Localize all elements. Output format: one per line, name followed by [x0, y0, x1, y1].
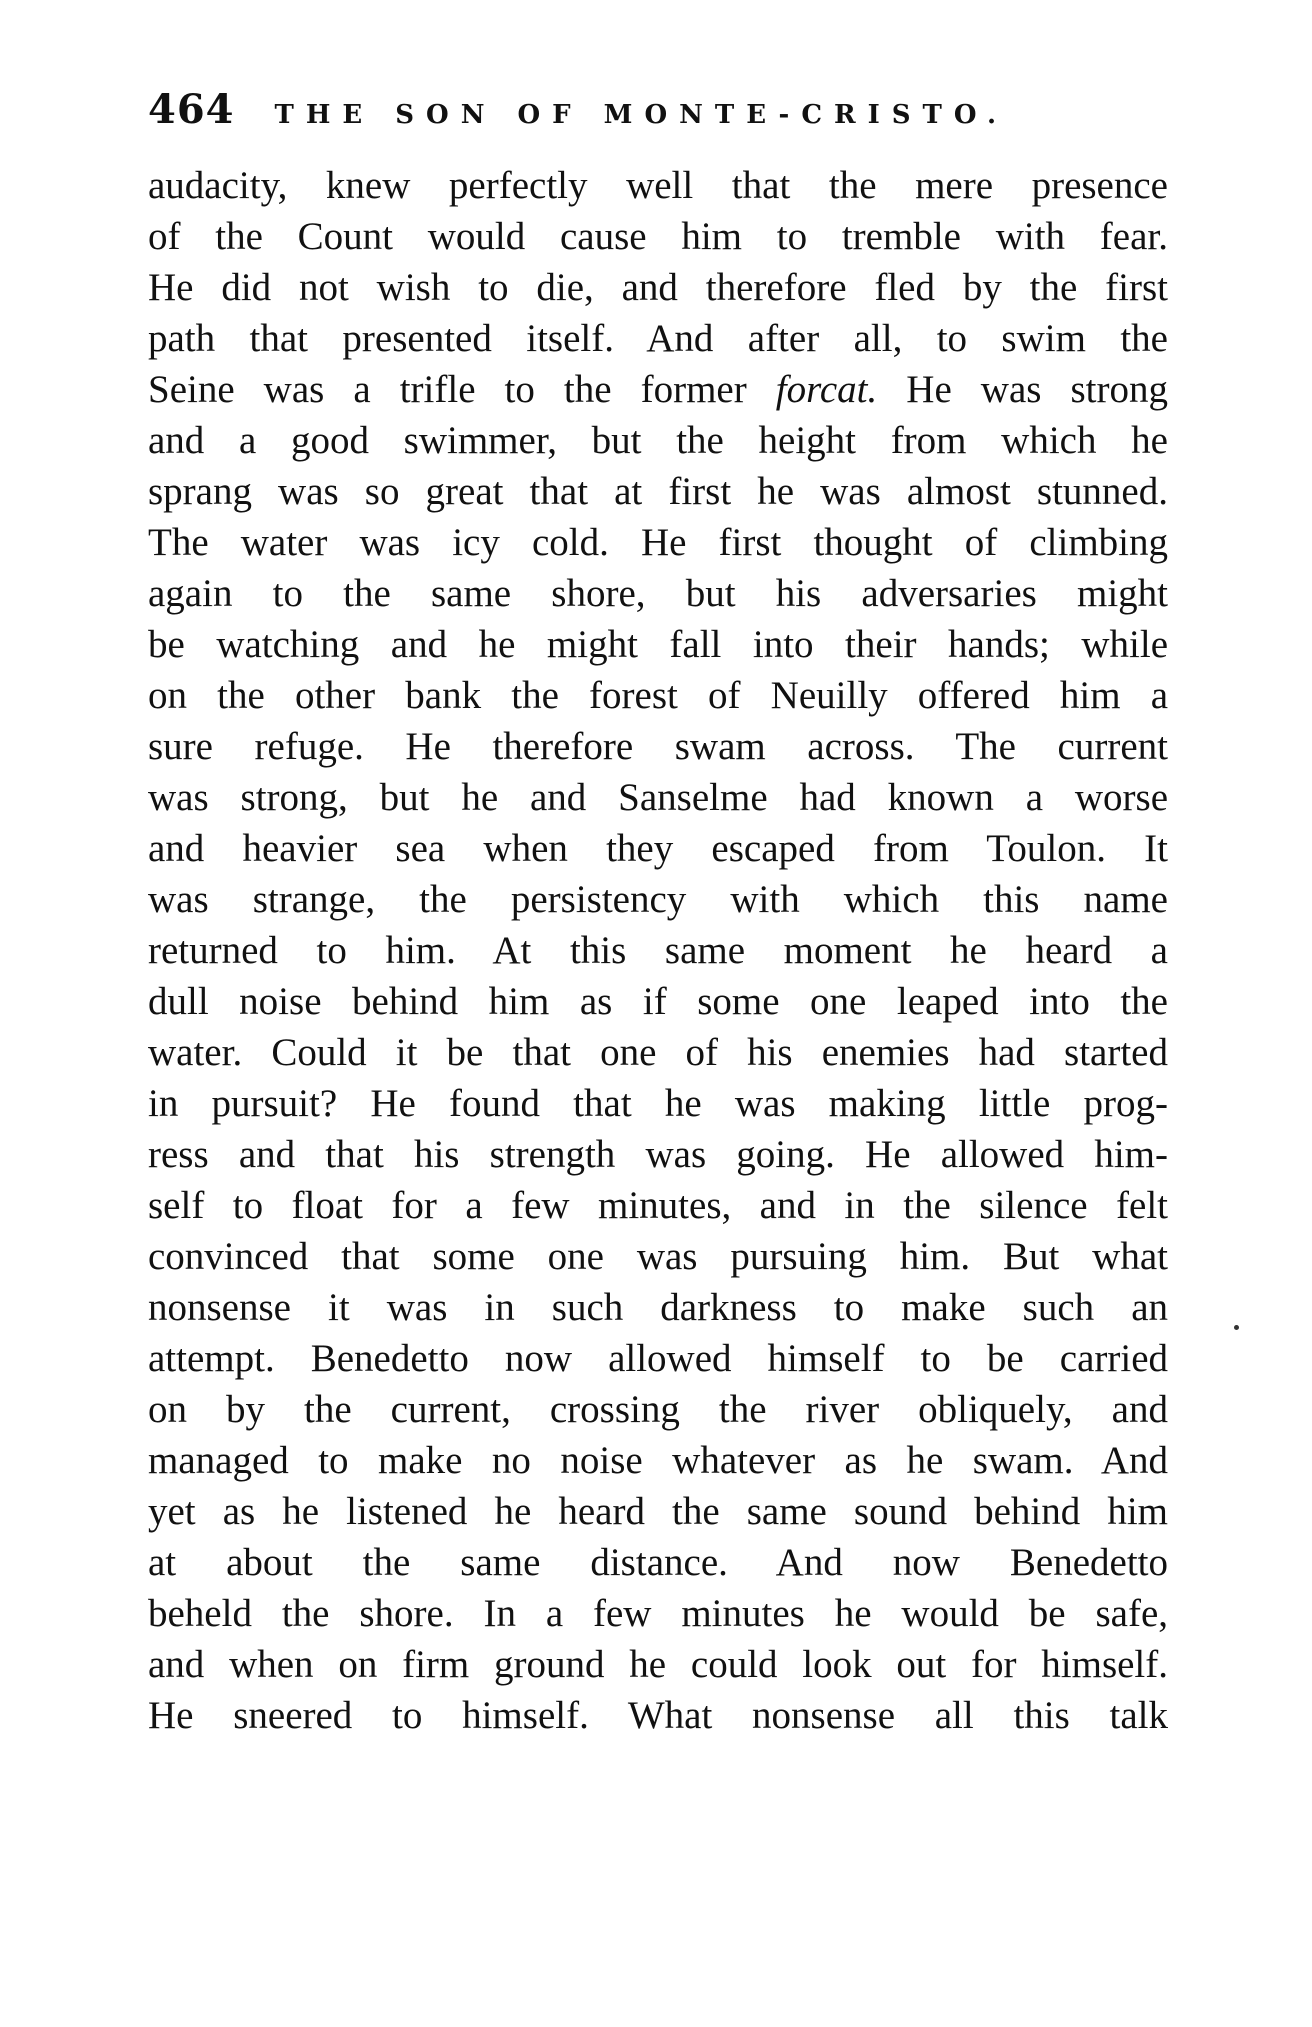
running-head: THE SON OF MONTE-CRISTO. [274, 100, 1009, 130]
text-line: managed to make no noise whatever as he swam. And [148, 1439, 1168, 1482]
italic-word: forcat. [775, 368, 878, 411]
text-line: water. Could it be that one of his enemies had started [148, 1031, 1168, 1074]
text-line: sprang was so great that at first he was almost stunned. [148, 470, 1168, 513]
text-line [148, 364, 1168, 415]
text-line: on by the current, crossing the river obliquely, and [148, 1388, 1168, 1431]
text-line: and a good swimmer, but the height from which he [148, 419, 1168, 462]
text-line: ress and that his strength was going. He allowed him- [148, 1133, 1168, 1176]
text-line: attempt. Benedetto now allowed himself to be carried [148, 1337, 1168, 1380]
text-line-segment: He was strong [877, 368, 1168, 411]
text-line: and heavier sea when they escaped from Toulon. It [148, 827, 1168, 870]
text-line: audacity, knew perfectly well that the mere presence [148, 164, 1168, 207]
text-line: path that presented itself. And after all, to swim the [148, 317, 1168, 360]
page-number: 464 [148, 86, 235, 133]
text-line: returned to him. At this same moment he heard a [148, 929, 1168, 972]
text-line: The water was icy cold. He first thought of climbing [148, 521, 1168, 564]
page-header [148, 86, 1168, 146]
text-line: nonsense it was in such darkness to make such an [148, 1286, 1168, 1329]
text-line: He did not wish to die, and therefore fled by the first [148, 266, 1168, 309]
text-line: beheld the shore. In a few minutes he would be safe, [148, 1592, 1168, 1635]
text-line: convinced that some one was pursuing him. But what [148, 1235, 1168, 1278]
text-line: He sneered to himself. What nonsense all this talk [148, 1694, 1168, 1737]
text-line: be watching and he might fall into their hands; while [148, 623, 1168, 666]
text-line: in pursuit? He found that he was making little prog- [148, 1082, 1168, 1125]
text-line: of the Count would cause him to tremble with fear. [148, 215, 1168, 258]
stray-ink-mark [1234, 1325, 1239, 1330]
text-line: on the other bank the forest of Neuilly offered him a [148, 674, 1168, 717]
text-line: dull noise behind him as if some one leaped into the [148, 980, 1168, 1023]
text-line: yet as he listened he heard the same sound behind him [148, 1490, 1168, 1533]
text-line: again to the same shore, but his adversaries might [148, 572, 1168, 615]
text-line: was strange, the persistency with which this name [148, 878, 1168, 921]
text-line: was strong, but he and Sanselme had known a worse [148, 776, 1168, 819]
text-line: at about the same distance. And now Benedetto [148, 1541, 1168, 1584]
text-line: and when on firm ground he could look out for himself. [148, 1643, 1168, 1686]
text-line: self to float for a few minutes, and in the silence felt [148, 1184, 1168, 1227]
text-line: sure refuge. He therefore swam across. The current [148, 725, 1168, 768]
text-line-segment: Seine was a trifle to the former [148, 368, 776, 411]
body-text [148, 160, 1168, 1741]
